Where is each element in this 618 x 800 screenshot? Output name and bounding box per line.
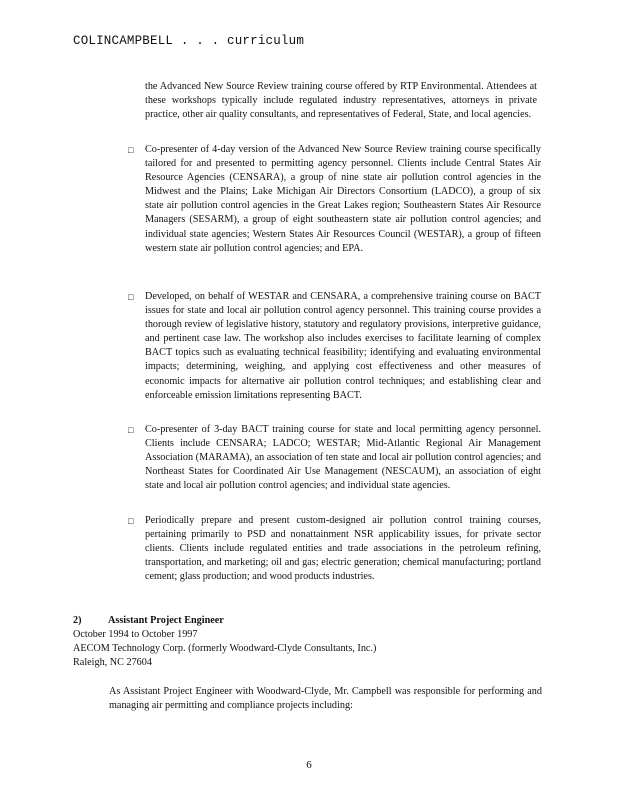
list-item-text: Co-presenter of 3-day BACT training course for state and local permitting agency personnel. Clients include CENSARA; LADCO; WESTAR; Mid-Atlantic Regional Air Management Association (MARAMA), an association of ten state and local air pollution control agencies; and Northeast States for Coordinated Air Use Management (NESCAUM), an association of eight state and local air pollution control agencies; and individual state agencies. — [145, 424, 541, 492]
checkbox-bullet-icon: □ — [128, 425, 134, 435]
checkbox-bullet-icon: □ — [128, 516, 134, 526]
job-location: Raleigh, NC 27604 — [73, 657, 152, 668]
checkbox-bullet-icon: □ — [128, 292, 134, 302]
page-header: COLINCAMPBELL . . . curriculum — [73, 34, 305, 48]
list-item-text: Periodically prepare and present custom-designed air pollution control training courses, pertaining primarily to PSD and nonattainment NSR applicability issues, for private sector clients. Clients include regulated entities and trade associations in the petroleum refining, transportation, and marketing; oil and gas; electric generation; chemical manufacturing; portland cement; glass production; and wood products industries. — [145, 515, 541, 583]
job-section — [73, 614, 543, 670]
job-company: AECOM Technology Corp. (formerly Woodward-Clyde Consultants, Inc.) — [73, 643, 377, 654]
list-item-text: Co-presenter of 4-day version of the Advanced New Source Review training course specifically tailored for and presented to permitting agency personnel. Clients include Central States Air Resource Agencies (CENSARA), a group of nine state air pollution control agencies in the Midwest and the Plains; Lake Michigan Air Directors Consortium (LADCO), a group of six state air pollution control agencies in the Great Lakes region; Southeastern States Air Resource Managers (SESARM), a group of eight southeastern state air pollution control agencies; and individual state agencies; Western States Air Resources Council (WESTAR), a group of fifteen western state air pollution control agencies; and EPA. — [145, 144, 541, 254]
list-item-text: Developed, on behalf of WESTAR and CENSARA, a comprehensive training course on BACT issues for state and local air pollution control agency personnel. This training course provides a thorough review of legislative history, statutory and regulatory provisions, interpretive guidance, and pertinent case law. The workshop also includes exercises to facilitate learning of complex BACT topics such as evaluating technical feasibility; identifying and evaluating environmental impacts; determining, weighing, and applying cost effectiveness and other measures of economic impacts for alternative air pollution control techniques; and establishing clear and enforceable emission limitations representing BACT. — [145, 291, 541, 401]
page-number: 6 — [306, 759, 312, 771]
job-heading — [73, 614, 543, 628]
job-dates: October 1994 to October 1997 — [73, 629, 198, 640]
intro-paragraph: the Advanced New Source Review training course offered by RTP Environmental. Attendees at these workshops typically include regulated industry representatives, attorneys in private practice, other air quality consultants, and representatives of Federal, State, and local agencies. — [145, 81, 537, 121]
section-number: 2) — [73, 615, 82, 626]
job-title: Assistant Project Engineer — [108, 615, 224, 626]
checkbox-bullet-icon: □ — [128, 145, 134, 155]
job-description: As Assistant Project Engineer with Woodward-Clyde, Mr. Campbell was responsible for performing and managing air permitting and compliance projects including: — [109, 686, 542, 712]
